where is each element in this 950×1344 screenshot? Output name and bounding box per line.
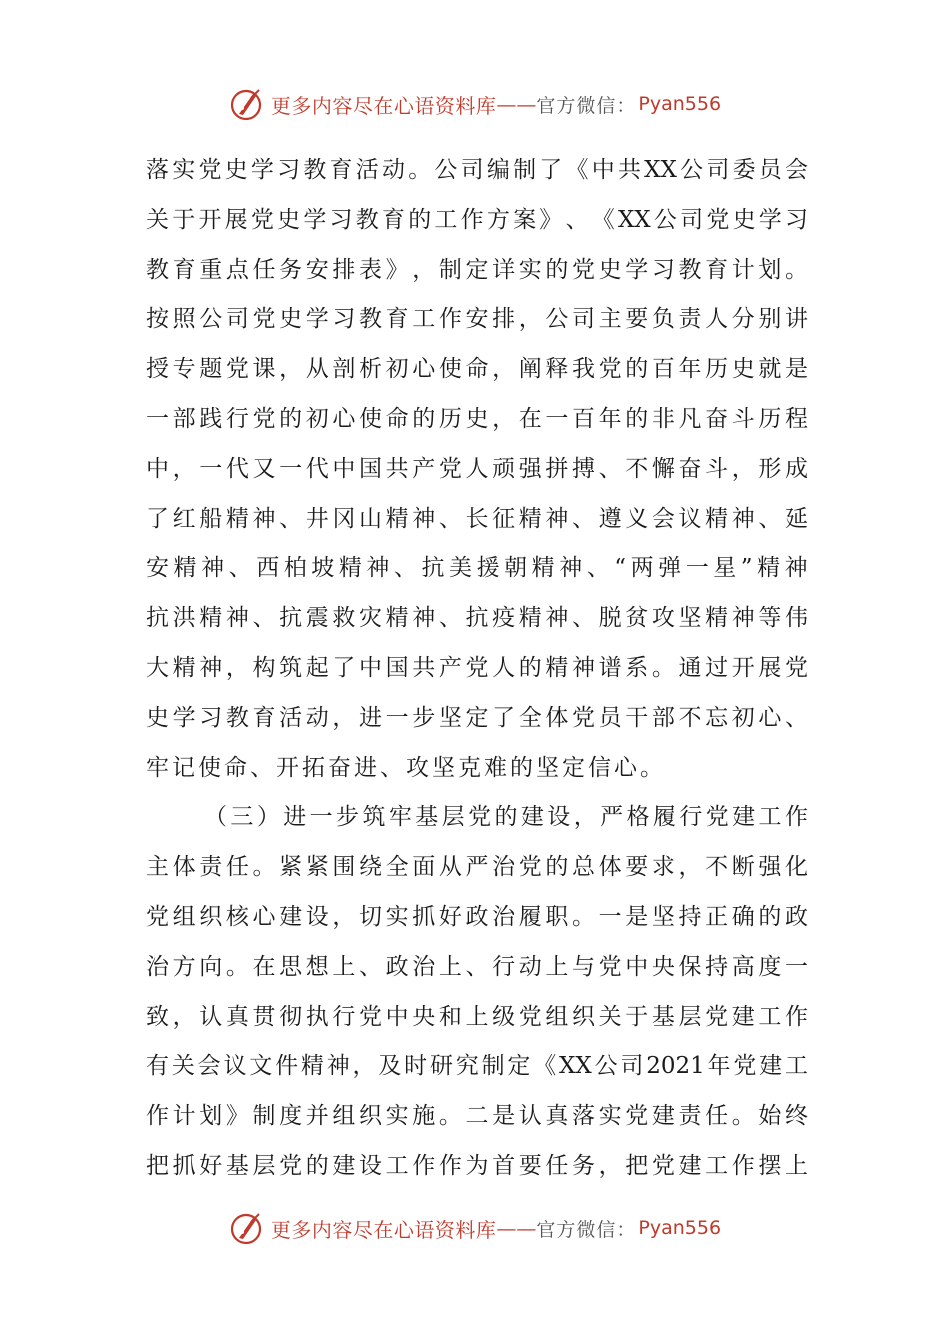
banner-dash: —— — [496, 92, 537, 116]
text-line: 有 关 会 议 文 件 精 神 ， 及 时 研 究 制 定 《 XX 公 司 2021 年 党 建 工 — [146, 1053, 808, 1080]
text-line: 治 方 向 。 在 思 想 上 、 政 治 上 、 行 动 上 与 党 中 央 保 持 高 度 一 — [146, 953, 808, 980]
banner-dash: —— — [496, 1216, 537, 1240]
text-line: 授 专 题 党 课 ， 从 剖 析 初 心 使 命 ， 阐 释 我 党 的 百 年 历 史 就 是 — [146, 356, 808, 383]
text-line: 了 红 船 精 神 、 井 冈 山 精 神 、 长 征 精 神 、 遵 义 会 议 精 神 、 延 — [146, 505, 808, 532]
quill-logo-icon — [229, 1210, 265, 1246]
text-line: 教 育 重 点 任 务 安 排 表 》 ， 制 定 详 实 的 党 史 学 习 教 育 计 划 。 — [146, 256, 808, 283]
text-line: 把 抓 好 基 层 党 的 建 设 工 作 作 为 首 要 任 务 ， 把 党 建 工 作 摆 上 — [146, 1152, 808, 1179]
banner-title: 更多内容尽在心语资料库 — [270, 1217, 497, 1242]
text-line: 牢记使命、开拓奋进、攻坚克难的坚定信心。 — [146, 754, 666, 781]
text-line: 史 学 习 教 育 活 动 ， 进 一 步 坚 定 了 全 体 党 员 干 部 不 忘 初 心 、 — [146, 704, 808, 731]
text-line: 致 ， 认 真 贯 彻 执 行 党 中 央 和 上 级 党 组 织 关 于 基 层 党 建 工 作 — [146, 1003, 808, 1030]
text-line: 关 于 开 展 党 史 学 习 教 育 的 工 作 方 案 》 、 《 XX 公 司 党 史 学 习 — [146, 206, 808, 233]
banner-wechat-id: Pyan556 — [638, 1217, 722, 1239]
text-line: 抗 洪 精 神 、 抗 震 救 灾 精 神 、 抗 疫 精 神 、 脱 贫 攻 坚 精 神 等 伟 — [146, 605, 808, 632]
banner-wechat-id: Pyan556 — [638, 93, 722, 115]
text-line: 中 ， 一 代 又 一 代 中 国 共 产 党 人 顽 强 拼 搏 、 不 懈 奋 斗 ， 形 成 — [146, 455, 808, 482]
text-line: 一 部 践 行 党 的 初 心 使 命 的 历 史 ， 在 一 百 年 的 非 凡 奋 斗 历 程 — [146, 405, 808, 432]
banner-wechat-label: 官方微信： — [536, 94, 637, 117]
text-line: 党 组 织 核 心 建 设 ， 切 实 抓 好 政 治 履 职 。 一 是 坚 持 正 确 的 政 — [146, 903, 808, 930]
text-line: （ 三 ） 进 一 步 筑 牢 基 层 党 的 建 设 ， 严 格 履 行 党 建 工 作 — [204, 804, 808, 831]
banner-title: 更多内容尽在心语资料库 — [270, 93, 497, 118]
text-line: 落 实 党 史 学 习 教 育 活 动 。 公 司 编 制 了 《 中 共 XX 公 司 委 员 会 — [146, 157, 808, 183]
header-watermark — [0, 84, 950, 124]
text-line: 大 精 神 ， 构 筑 起 了 中 国 共 产 党 人 的 精 神 谱 系 。 通 过 开 展 党 — [146, 654, 808, 681]
quill-logo-icon — [229, 86, 265, 122]
footer-watermark — [0, 1208, 950, 1248]
banner-wechat-label: 官方微信： — [536, 1218, 637, 1241]
text-line: 安 精 神 、 西 柏 坡 精 神 、 抗 美 援 朝 精 神 、 “ 两 弹 一 星 ” 精 神 — [146, 555, 808, 582]
text-line: 作 计 划 》 制 度 并 组 织 实 施 。 二 是 认 真 落 实 党 建 责 任 。 始 终 — [146, 1103, 808, 1130]
text-line: 主 体 责 任 。 紧 紧 围 绕 全 面 从 严 治 党 的 总 体 要 求 ， 不 断 强 化 — [146, 854, 808, 881]
text-line: 按 照 公 司 党 史 学 习 教 育 工 作 安 排 ， 公 司 主 要 负 责 人 分 别 讲 — [146, 306, 808, 333]
document-body — [146, 146, 808, 1192]
